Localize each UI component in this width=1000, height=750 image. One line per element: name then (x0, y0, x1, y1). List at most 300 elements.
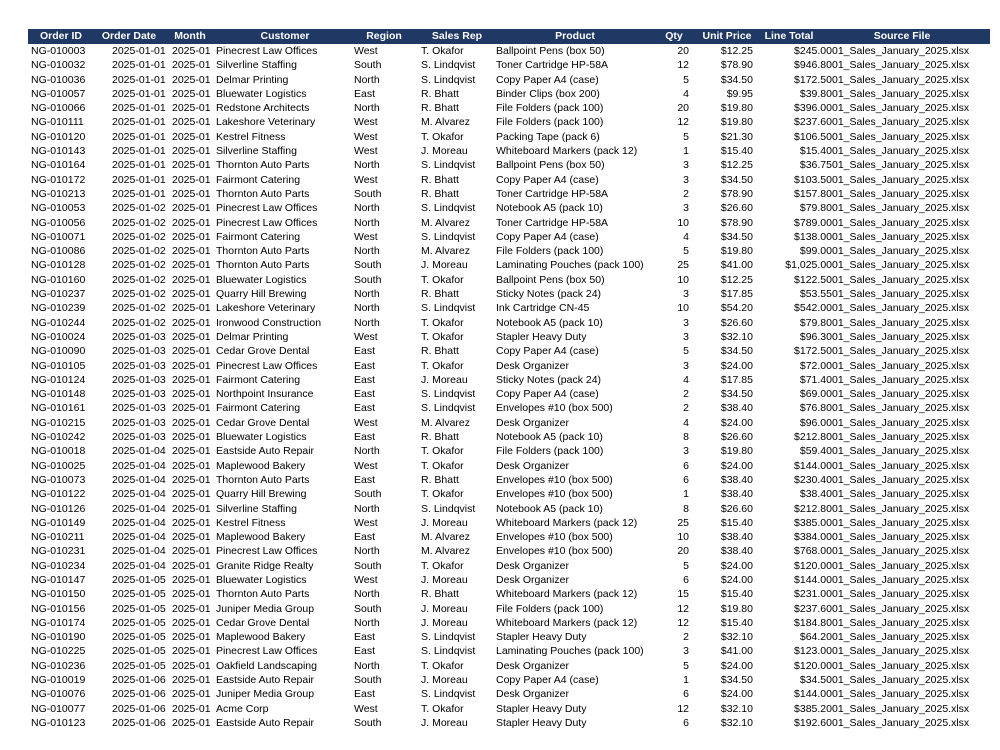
line-total-cell[interactable]: $396.00 (794, 102, 832, 115)
month-cell[interactable]: 2025-01 (172, 445, 211, 458)
unit-price-cell[interactable]: $34.50 (720, 173, 753, 186)
order-date-cell[interactable]: 2025-01-01 (112, 59, 166, 72)
source-file-cell[interactable]: 01_Sales_January_2025.xlsx (832, 659, 970, 672)
order-date-cell[interactable]: 2025-01-01 (112, 116, 166, 129)
unit-price-cell[interactable]: $9.95 (726, 87, 753, 100)
customer-cell[interactable]: Ironwood Construction (216, 316, 322, 329)
product-cell[interactable]: Notebook A5 (pack 10) (496, 431, 603, 444)
source-file-cell[interactable]: 01_Sales_January_2025.xlsx (832, 473, 970, 486)
product-cell[interactable]: File Folders (pack 100) (496, 245, 604, 258)
unit-price-cell[interactable]: $26.60 (720, 431, 753, 444)
line-total-cell[interactable]: $212.80 (794, 431, 832, 444)
order-date-cell[interactable]: 2025-01-05 (112, 616, 166, 629)
line-total-cell[interactable]: $64.20 (799, 631, 832, 644)
product-cell[interactable]: Stapler Heavy Duty (496, 631, 587, 644)
product-cell[interactable]: Copy Paper A4 (case) (496, 173, 599, 186)
product-cell[interactable]: Copy Paper A4 (case) (496, 674, 599, 687)
order-id-cell[interactable]: NG-010239 (31, 302, 86, 315)
line-total-cell[interactable]: $99.00 (799, 245, 832, 258)
order-date-cell[interactable]: 2025-01-04 (112, 516, 166, 529)
region-cell[interactable]: West (354, 330, 378, 343)
header-line-total[interactable]: Line Total (764, 30, 814, 42)
month-cell[interactable]: 2025-01 (172, 202, 211, 215)
region-cell[interactable]: East (354, 531, 376, 544)
qty-cell[interactable]: 12 (677, 59, 689, 72)
source-file-cell[interactable]: 01_Sales_January_2025.xlsx (832, 216, 970, 229)
customer-cell[interactable]: Pinecrest Law Offices (216, 545, 318, 558)
source-file-cell[interactable]: 01_Sales_January_2025.xlsx (832, 645, 970, 658)
source-file-cell[interactable]: 01_Sales_January_2025.xlsx (832, 488, 970, 501)
order-id-cell[interactable]: NG-010066 (31, 102, 86, 115)
month-cell[interactable]: 2025-01 (172, 631, 211, 644)
region-cell[interactable]: West (354, 130, 378, 143)
order-id-cell[interactable]: NG-010211 (31, 531, 85, 544)
qty-cell[interactable]: 5 (683, 345, 689, 358)
sales-rep-cell[interactable]: M. Alvarez (421, 245, 471, 258)
source-file-cell[interactable]: 01_Sales_January_2025.xlsx (832, 187, 970, 200)
unit-price-cell[interactable]: $19.80 (720, 116, 753, 129)
customer-cell[interactable]: Thornton Auto Parts (216, 187, 310, 200)
customer-cell[interactable]: Quarry Hill Brewing (216, 488, 307, 501)
product-cell[interactable]: Desk Organizer (496, 573, 569, 586)
month-cell[interactable]: 2025-01 (172, 573, 211, 586)
line-total-cell[interactable]: $71.40 (799, 373, 832, 386)
line-total-cell[interactable]: $38.40 (799, 488, 832, 501)
customer-cell[interactable]: Thornton Auto Parts (216, 159, 310, 172)
source-file-cell[interactable]: 01_Sales_January_2025.xlsx (832, 330, 970, 343)
qty-cell[interactable]: 5 (683, 73, 689, 86)
sales-rep-cell[interactable]: S. Lindqvist (421, 159, 476, 172)
line-total-cell[interactable]: $69.00 (799, 388, 832, 401)
region-cell[interactable]: North (354, 545, 380, 558)
sales-rep-cell[interactable]: M. Alvarez (421, 216, 471, 229)
line-total-cell[interactable]: $79.80 (799, 202, 832, 215)
order-date-cell[interactable]: 2025-01-05 (112, 645, 166, 658)
region-cell[interactable]: South (354, 187, 382, 200)
product-cell[interactable]: Binder Clips (box 200) (496, 87, 600, 100)
order-id-cell[interactable]: NG-010236 (31, 659, 86, 672)
source-file-cell[interactable]: 01_Sales_January_2025.xlsx (832, 688, 970, 701)
qty-cell[interactable]: 3 (683, 173, 689, 186)
order-id-cell[interactable]: NG-010077 (31, 702, 86, 715)
product-cell[interactable]: Desk Organizer (496, 359, 569, 372)
customer-cell[interactable]: Silverline Staffing (216, 502, 297, 515)
customer-cell[interactable]: Thornton Auto Parts (216, 473, 310, 486)
line-total-cell[interactable]: $231.00 (794, 588, 832, 601)
line-total-cell[interactable]: $385.00 (794, 516, 832, 529)
customer-cell[interactable]: Pinecrest Law Offices (216, 45, 318, 57)
month-cell[interactable]: 2025-01 (172, 559, 211, 572)
order-date-cell[interactable]: 2025-01-03 (112, 330, 166, 343)
month-cell[interactable]: 2025-01 (172, 545, 211, 558)
product-cell[interactable]: File Folders (pack 100) (496, 102, 604, 115)
sales-rep-cell[interactable]: T. Okafor (421, 130, 464, 143)
line-total-cell[interactable]: $120.00 (794, 559, 832, 572)
order-id-cell[interactable]: NG-010147 (31, 573, 86, 586)
month-cell[interactable]: 2025-01 (172, 288, 211, 301)
sales-rep-cell[interactable]: J. Moreau (421, 573, 468, 586)
qty-cell[interactable]: 10 (677, 216, 689, 229)
unit-price-cell[interactable]: $24.00 (720, 459, 753, 472)
order-date-cell[interactable]: 2025-01-03 (112, 402, 166, 415)
order-id-cell[interactable]: NG-010143 (31, 145, 86, 158)
qty-cell[interactable]: 4 (683, 373, 689, 386)
month-cell[interactable]: 2025-01 (172, 273, 211, 286)
source-file-cell[interactable]: 01_Sales_January_2025.xlsx (832, 288, 970, 301)
order-date-cell[interactable]: 2025-01-03 (112, 359, 166, 372)
qty-cell[interactable]: 5 (683, 559, 689, 572)
source-file-cell[interactable]: 01_Sales_January_2025.xlsx (832, 202, 970, 215)
customer-cell[interactable]: Fairmont Catering (216, 230, 301, 243)
source-file-cell[interactable]: 01_Sales_January_2025.xlsx (832, 373, 970, 386)
order-id-cell[interactable]: NG-010120 (31, 130, 86, 143)
line-total-cell[interactable]: $237.60 (794, 116, 832, 129)
sales-rep-cell[interactable]: J. Moreau (421, 259, 468, 272)
sales-rep-cell[interactable]: S. Lindqvist (421, 645, 476, 658)
sales-rep-cell[interactable]: T. Okafor (421, 273, 464, 286)
month-cell[interactable]: 2025-01 (172, 230, 211, 243)
product-cell[interactable]: Ballpoint Pens (box 50) (496, 159, 605, 172)
order-id-cell[interactable]: NG-010231 (31, 545, 86, 558)
customer-cell[interactable]: Fairmont Catering (216, 402, 301, 415)
order-date-cell[interactable]: 2025-01-02 (112, 259, 166, 272)
order-date-cell[interactable]: 2025-01-01 (112, 45, 166, 57)
sales-rep-cell[interactable]: S. Lindqvist (421, 688, 476, 701)
qty-cell[interactable]: 1 (683, 145, 689, 158)
month-cell[interactable]: 2025-01 (172, 616, 211, 629)
region-cell[interactable]: South (354, 559, 382, 572)
product-cell[interactable]: Stapler Heavy Duty (496, 702, 587, 715)
customer-cell[interactable]: Eastside Auto Repair (216, 674, 315, 687)
order-id-cell[interactable]: NG-010172 (31, 173, 86, 186)
order-date-cell[interactable]: 2025-01-01 (112, 159, 166, 172)
sales-rep-cell[interactable]: S. Lindqvist (421, 631, 476, 644)
region-cell[interactable]: South (354, 488, 382, 501)
order-id-cell[interactable]: NG-010244 (31, 316, 86, 329)
region-cell[interactable]: East (354, 473, 376, 486)
order-id-cell[interactable]: NG-010215 (31, 416, 86, 429)
line-total-cell[interactable]: $144.00 (794, 459, 832, 472)
customer-cell[interactable]: Delmar Printing (216, 73, 289, 86)
product-cell[interactable]: Ink Cartridge CN-45 (496, 302, 590, 315)
order-date-cell[interactable]: 2025-01-04 (112, 531, 166, 544)
sales-rep-cell[interactable]: T. Okafor (421, 459, 464, 472)
order-date-cell[interactable]: 2025-01-02 (112, 216, 166, 229)
sales-rep-cell[interactable]: S. Lindqvist (421, 388, 476, 401)
qty-cell[interactable]: 4 (683, 87, 689, 100)
month-cell[interactable]: 2025-01 (172, 502, 211, 515)
region-cell[interactable]: West (354, 516, 378, 529)
product-cell[interactable]: Desk Organizer (496, 688, 569, 701)
order-id-cell[interactable]: NG-010190 (31, 631, 86, 644)
product-cell[interactable]: Laminating Pouches (pack 100) (496, 259, 644, 272)
order-date-cell[interactable]: 2025-01-04 (112, 502, 166, 515)
source-file-cell[interactable]: 01_Sales_January_2025.xlsx (832, 459, 970, 472)
order-id-cell[interactable]: NG-010148 (31, 388, 86, 401)
order-id-cell[interactable]: NG-010024 (31, 330, 86, 343)
month-cell[interactable]: 2025-01 (172, 173, 211, 186)
order-date-cell[interactable]: 2025-01-02 (112, 230, 166, 243)
source-file-cell[interactable]: 01_Sales_January_2025.xlsx (832, 102, 970, 115)
line-total-cell[interactable]: $76.80 (799, 402, 832, 415)
source-file-cell[interactable]: 01_Sales_January_2025.xlsx (832, 545, 970, 558)
source-file-cell[interactable]: 01_Sales_January_2025.xlsx (832, 130, 970, 143)
month-cell[interactable]: 2025-01 (172, 602, 211, 615)
product-cell[interactable]: Envelopes #10 (box 500) (496, 488, 613, 501)
source-file-cell[interactable]: 01_Sales_January_2025.xlsx (832, 616, 970, 629)
header-sales-rep[interactable]: Sales Rep (431, 30, 483, 42)
product-cell[interactable]: Whiteboard Markers (pack 12) (496, 145, 638, 158)
qty-cell[interactable]: 1 (683, 488, 689, 501)
sales-rep-cell[interactable]: S. Lindqvist (421, 302, 476, 315)
header-qty[interactable]: Qty (665, 30, 683, 42)
product-cell[interactable]: Desk Organizer (496, 416, 569, 429)
qty-cell[interactable]: 10 (677, 273, 689, 286)
line-total-cell[interactable]: $53.55 (799, 288, 832, 301)
region-cell[interactable]: North (354, 202, 380, 215)
region-cell[interactable]: West (354, 459, 378, 472)
customer-cell[interactable]: Bluewater Logistics (216, 573, 307, 586)
source-file-cell[interactable]: 01_Sales_January_2025.xlsx (832, 388, 970, 401)
unit-price-cell[interactable]: $78.90 (720, 187, 753, 200)
product-cell[interactable]: File Folders (pack 100) (496, 602, 604, 615)
order-id-cell[interactable]: NG-010237 (31, 288, 86, 301)
sales-rep-cell[interactable]: R. Bhatt (421, 431, 459, 444)
order-date-cell[interactable]: 2025-01-06 (112, 674, 166, 687)
unit-price-cell[interactable]: $15.40 (720, 616, 753, 629)
unit-price-cell[interactable]: $19.80 (720, 445, 753, 458)
source-file-cell[interactable]: 01_Sales_January_2025.xlsx (832, 588, 970, 601)
order-id-cell[interactable]: NG-010242 (31, 431, 86, 444)
region-cell[interactable]: North (354, 73, 380, 86)
product-cell[interactable]: File Folders (pack 100) (496, 116, 604, 129)
source-file-cell[interactable]: 01_Sales_January_2025.xlsx (832, 73, 970, 86)
product-cell[interactable]: Notebook A5 (pack 10) (496, 502, 603, 515)
order-date-cell[interactable]: 2025-01-02 (112, 245, 166, 258)
unit-price-cell[interactable]: $17.85 (720, 288, 753, 301)
customer-cell[interactable]: Juniper Media Group (216, 602, 315, 615)
qty-cell[interactable]: 5 (683, 130, 689, 143)
source-file-cell[interactable]: 01_Sales_January_2025.xlsx (832, 431, 970, 444)
month-cell[interactable]: 2025-01 (172, 87, 211, 100)
line-total-cell[interactable]: $172.50 (794, 73, 832, 86)
customer-cell[interactable]: Cedar Grove Dental (216, 616, 310, 629)
customer-cell[interactable]: Silverline Staffing (216, 145, 297, 158)
line-total-cell[interactable]: $212.80 (794, 502, 832, 515)
region-cell[interactable]: West (354, 416, 378, 429)
qty-cell[interactable]: 12 (677, 702, 689, 715)
unit-price-cell[interactable]: $24.00 (720, 573, 753, 586)
customer-cell[interactable]: Northpoint Insurance (216, 388, 314, 401)
order-date-cell[interactable]: 2025-01-02 (112, 302, 166, 315)
sales-rep-cell[interactable]: J. Moreau (421, 602, 468, 615)
source-file-cell[interactable]: 01_Sales_January_2025.xlsx (832, 602, 970, 615)
product-cell[interactable]: Envelopes #10 (box 500) (496, 545, 613, 558)
line-total-cell[interactable]: $106.50 (794, 130, 832, 143)
sales-rep-cell[interactable]: S. Lindqvist (421, 202, 476, 215)
order-id-cell[interactable]: NG-010056 (31, 216, 86, 229)
month-cell[interactable]: 2025-01 (172, 316, 211, 329)
month-cell[interactable]: 2025-01 (172, 259, 211, 272)
qty-cell[interactable]: 3 (683, 316, 689, 329)
order-date-cell[interactable]: 2025-01-01 (112, 102, 166, 115)
product-cell[interactable]: Desk Organizer (496, 659, 569, 672)
product-cell[interactable]: Copy Paper A4 (case) (496, 388, 599, 401)
unit-price-cell[interactable]: $24.00 (720, 659, 753, 672)
month-cell[interactable]: 2025-01 (172, 716, 211, 729)
month-cell[interactable]: 2025-01 (172, 216, 211, 229)
unit-price-cell[interactable]: $12.25 (720, 45, 753, 57)
qty-cell[interactable]: 2 (683, 388, 689, 401)
customer-cell[interactable]: Bluewater Logistics (216, 273, 307, 286)
region-cell[interactable]: North (354, 302, 380, 315)
source-file-cell[interactable]: 01_Sales_January_2025.xlsx (832, 359, 970, 372)
qty-cell[interactable]: 20 (677, 45, 689, 57)
month-cell[interactable]: 2025-01 (172, 402, 211, 415)
unit-price-cell[interactable]: $26.60 (720, 502, 753, 515)
unit-price-cell[interactable]: $26.60 (720, 316, 753, 329)
order-date-cell[interactable]: 2025-01-05 (112, 631, 166, 644)
product-cell[interactable]: Whiteboard Markers (pack 12) (496, 516, 638, 529)
region-cell[interactable]: East (354, 359, 376, 372)
header-order-date[interactable]: Order Date (101, 30, 157, 42)
order-id-cell[interactable]: NG-010105 (31, 359, 86, 372)
sales-rep-cell[interactable]: J. Moreau (421, 145, 468, 158)
sales-rep-cell[interactable]: S. Lindqvist (421, 230, 476, 243)
qty-cell[interactable]: 12 (677, 602, 689, 615)
order-id-cell[interactable]: NG-010122 (31, 488, 86, 501)
order-date-cell[interactable]: 2025-01-01 (112, 173, 166, 186)
month-cell[interactable]: 2025-01 (172, 159, 211, 172)
source-file-cell[interactable]: 01_Sales_January_2025.xlsx (832, 59, 970, 72)
customer-cell[interactable]: Maplewood Bakery (216, 459, 306, 472)
unit-price-cell[interactable]: $32.10 (720, 631, 753, 644)
customer-cell[interactable]: Pinecrest Law Offices (216, 202, 318, 215)
sales-rep-cell[interactable]: T. Okafor (421, 659, 464, 672)
unit-price-cell[interactable]: $21.30 (720, 130, 753, 143)
month-cell[interactable]: 2025-01 (172, 116, 211, 129)
month-cell[interactable]: 2025-01 (172, 59, 211, 72)
region-cell[interactable]: West (354, 573, 378, 586)
month-cell[interactable]: 2025-01 (172, 488, 211, 501)
sales-rep-cell[interactable]: T. Okafor (421, 488, 464, 501)
order-id-cell[interactable]: NG-010225 (31, 645, 86, 658)
month-cell[interactable]: 2025-01 (172, 302, 211, 315)
source-file-cell[interactable]: 01_Sales_January_2025.xlsx (832, 302, 970, 315)
order-id-cell[interactable]: NG-010018 (31, 445, 86, 458)
qty-cell[interactable]: 6 (683, 716, 689, 729)
region-cell[interactable]: East (354, 402, 376, 415)
line-total-cell[interactable]: $34.50 (799, 674, 832, 687)
order-date-cell[interactable]: 2025-01-03 (112, 416, 166, 429)
order-date-cell[interactable]: 2025-01-02 (112, 273, 166, 286)
month-cell[interactable]: 2025-01 (172, 473, 211, 486)
region-cell[interactable]: North (354, 159, 380, 172)
region-cell[interactable]: North (354, 102, 380, 115)
unit-price-cell[interactable]: $34.50 (720, 388, 753, 401)
unit-price-cell[interactable]: $78.90 (720, 216, 753, 229)
region-cell[interactable]: South (354, 716, 382, 729)
month-cell[interactable]: 2025-01 (172, 145, 211, 158)
month-cell[interactable]: 2025-01 (172, 373, 211, 386)
sales-rep-cell[interactable]: J. Moreau (421, 373, 468, 386)
qty-cell[interactable]: 4 (683, 230, 689, 243)
customer-cell[interactable]: Delmar Printing (216, 330, 289, 343)
qty-cell[interactable]: 2 (683, 402, 689, 415)
unit-price-cell[interactable]: $54.20 (720, 302, 753, 315)
region-cell[interactable]: North (354, 616, 380, 629)
customer-cell[interactable]: Kestrel Fitness (216, 516, 286, 529)
header-unit-price[interactable]: Unit Price (702, 30, 752, 42)
product-cell[interactable]: Toner Cartridge HP-58A (496, 59, 609, 72)
customer-cell[interactable]: Pinecrest Law Offices (216, 359, 318, 372)
product-cell[interactable]: Whiteboard Markers (pack 12) (496, 616, 638, 629)
region-cell[interactable]: North (354, 588, 380, 601)
qty-cell[interactable]: 2 (683, 187, 689, 200)
order-id-cell[interactable]: NG-010090 (31, 345, 86, 358)
unit-price-cell[interactable]: $15.40 (720, 516, 753, 529)
sales-rep-cell[interactable]: R. Bhatt (421, 173, 459, 186)
qty-cell[interactable]: 12 (677, 616, 689, 629)
region-cell[interactable]: West (354, 45, 378, 57)
customer-cell[interactable]: Pinecrest Law Offices (216, 645, 318, 658)
line-total-cell[interactable]: $157.80 (794, 187, 832, 200)
qty-cell[interactable]: 10 (677, 531, 689, 544)
source-file-cell[interactable]: 01_Sales_January_2025.xlsx (832, 116, 970, 129)
line-total-cell[interactable]: $123.00 (794, 645, 832, 658)
product-cell[interactable]: Ballpoint Pens (box 50) (496, 273, 605, 286)
customer-cell[interactable]: Cedar Grove Dental (216, 345, 310, 358)
qty-cell[interactable]: 6 (683, 573, 689, 586)
order-date-cell[interactable]: 2025-01-04 (112, 559, 166, 572)
region-cell[interactable]: North (354, 445, 380, 458)
unit-price-cell[interactable]: $34.50 (720, 674, 753, 687)
unit-price-cell[interactable]: $12.25 (720, 273, 753, 286)
line-total-cell[interactable]: $542.00 (794, 302, 832, 315)
sales-rep-cell[interactable]: R. Bhatt (421, 87, 459, 100)
qty-cell[interactable]: 25 (677, 259, 689, 272)
month-cell[interactable]: 2025-01 (172, 245, 211, 258)
line-total-cell[interactable]: $192.60 (794, 716, 832, 729)
customer-cell[interactable]: Fairmont Catering (216, 373, 301, 386)
customer-cell[interactable]: Acme Corp (216, 702, 269, 715)
order-id-cell[interactable]: NG-010124 (31, 373, 86, 386)
product-cell[interactable]: Desk Organizer (496, 459, 569, 472)
source-file-cell[interactable]: 01_Sales_January_2025.xlsx (832, 316, 970, 329)
source-file-cell[interactable]: 01_Sales_January_2025.xlsx (832, 531, 970, 544)
source-file-cell[interactable]: 01_Sales_January_2025.xlsx (832, 631, 970, 644)
header-month[interactable]: Month (174, 30, 206, 42)
month-cell[interactable]: 2025-01 (172, 345, 211, 358)
source-file-cell[interactable]: 01_Sales_January_2025.xlsx (832, 416, 970, 429)
unit-price-cell[interactable]: $24.00 (720, 688, 753, 701)
sales-rep-cell[interactable]: S. Lindqvist (421, 502, 476, 515)
customer-cell[interactable]: Maplewood Bakery (216, 631, 306, 644)
month-cell[interactable]: 2025-01 (172, 388, 211, 401)
line-total-cell[interactable]: $144.00 (794, 688, 832, 701)
qty-cell[interactable]: 8 (683, 502, 689, 515)
source-file-cell[interactable]: 01_Sales_January_2025.xlsx (832, 145, 970, 158)
sales-rep-cell[interactable]: M. Alvarez (421, 531, 471, 544)
unit-price-cell[interactable]: $19.80 (720, 245, 753, 258)
month-cell[interactable]: 2025-01 (172, 416, 211, 429)
source-file-cell[interactable]: 01_Sales_January_2025.xlsx (832, 273, 970, 286)
customer-cell[interactable]: Lakeshore Veterinary (216, 116, 316, 129)
customer-cell[interactable]: Redstone Architects (216, 102, 310, 115)
sales-rep-cell[interactable]: S. Lindqvist (421, 73, 476, 86)
month-cell[interactable]: 2025-01 (172, 588, 211, 601)
source-file-cell[interactable]: 01_Sales_January_2025.xlsx (832, 87, 970, 100)
